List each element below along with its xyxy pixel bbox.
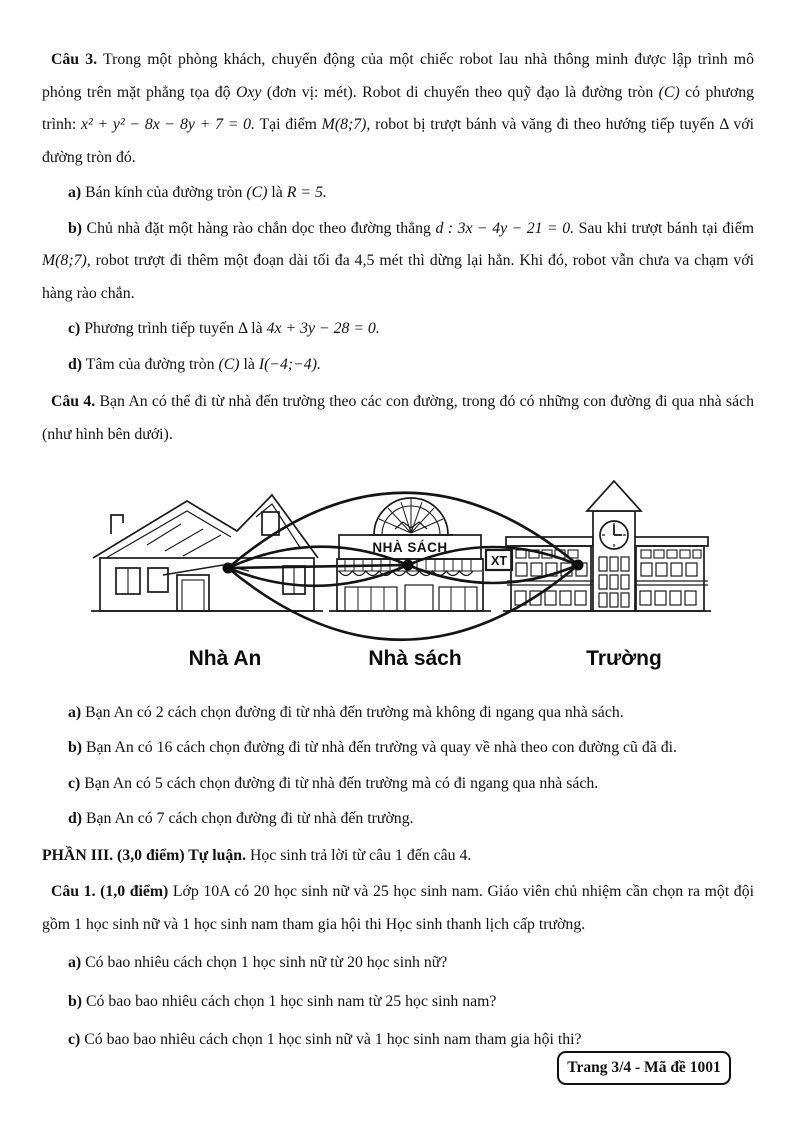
bookstore-badge-text: XT	[491, 554, 507, 568]
label-school: Trường	[586, 647, 662, 670]
node-house	[223, 563, 234, 574]
question-3-option-b: b) Chủ nhà đặt một hàng rào chắn dọc theo đường thẳng d : 3x − 4y − 21 = 0. Sau khi trượt bánh tại điểm M(8;7), robot trượt đi thêm một đoạn dài tối đa 4,5 mét thì dừng lại hẳn. Khi đó, robot vẫn chưa va chạm với hàng rào chắn.	[42, 219, 754, 302]
question-4-intro: Câu 4. Bạn An có thể đi từ nhà đến trường theo các con đường, trong đó có những con đường đi qua nhà sách (như hình bên dưới).	[42, 393, 754, 443]
label-bookstore: Nhà sách	[368, 647, 462, 670]
question-4-option-d: d) Bạn An có 7 cách chọn đường đi từ nhà đến trường.	[68, 810, 414, 827]
question-4-option-a: a) Bạn An có 2 cách chọn đường đi từ nhà đến trường mà không đi ngang qua nhà sách.	[68, 703, 624, 721]
label-house: Nhà An	[188, 647, 262, 670]
question-3-option-c: c) Phương trình tiếp tuyến Δ là 4x + 3y − 28 = 0.	[68, 320, 380, 337]
route-graph-figure	[42, 471, 754, 689]
figure-labels	[189, 647, 662, 670]
question-3-option-a: a) Bán kính của đường tròn (C) là R = 5.	[68, 184, 327, 201]
question-1-option-b: b) Có bao bao nhiêu cách chọn 1 học sinh nam từ 25 học sinh nam?	[68, 992, 497, 1010]
house-illustration	[91, 495, 323, 611]
node-bookstore	[403, 560, 414, 571]
page-footer-badge	[557, 1051, 731, 1085]
page-content	[42, 44, 754, 1057]
clock-icon	[600, 521, 628, 549]
question-1-option-a: a) Có bao nhiêu cách chọn 1 học sinh nữ từ 20 học sinh nữ?	[68, 954, 448, 971]
school-illustration	[503, 481, 711, 611]
question-3-intro: Câu 3. Trong một phòng khách, chuyển động của một chiếc robot lau nhà thông minh được lập trình mô phỏng trên mặt phẳng tọa độ Oxy (đơn vị: mét). Robot di chuyển theo quỹ đạo là đường tròn (C) có phương trình: x² + y² − 8x − 8y + 7 = 0. Tại điểm M(8;7), robot bị trượt bánh và văng đi theo hướng tiếp tuyến Δ với đường tròn đó.	[42, 51, 754, 166]
question-4-option-b: b) Bạn An có 16 cách chọn đường đi từ nhà đến trường và quay về nhà theo con đường cũ đã đi.	[68, 739, 677, 756]
page-footer-text: Trang 3/4 - Mã đề 1001	[567, 1058, 721, 1076]
bookstore-sign-text: NHÀ SÁCH	[372, 540, 448, 555]
paths-diagram-svg	[73, 471, 723, 676]
question-3-option-d: d) Tâm của đường tròn (C) là I(−4;−4).	[68, 355, 321, 373]
part-3-header: PHẦN III. (3,0 điểm) Tự luận. Học sinh trả lời từ câu 1 đến câu 4.	[42, 846, 472, 864]
question-4-option-c: c) Bạn An có 5 cách chọn đường đi từ nhà đến trường mà có đi ngang qua nhà sách.	[68, 774, 599, 792]
question-1-intro: Câu 1. (1,0 điểm) Lớp 10A có 20 học sinh nữ và 25 học sinh nam. Giáo viên chủ nhiệm cần chọn ra một đội gồm 1 học sinh nữ và 1 học sinh nam tham gia hội thi Học sinh thanh lịch cấp trường.	[42, 883, 754, 933]
node-school	[573, 560, 584, 571]
question-1-option-c: c) Có bao bao nhiêu cách chọn 1 học sinh nữ và 1 học sinh nam tham gia hội thi?	[68, 1031, 582, 1048]
